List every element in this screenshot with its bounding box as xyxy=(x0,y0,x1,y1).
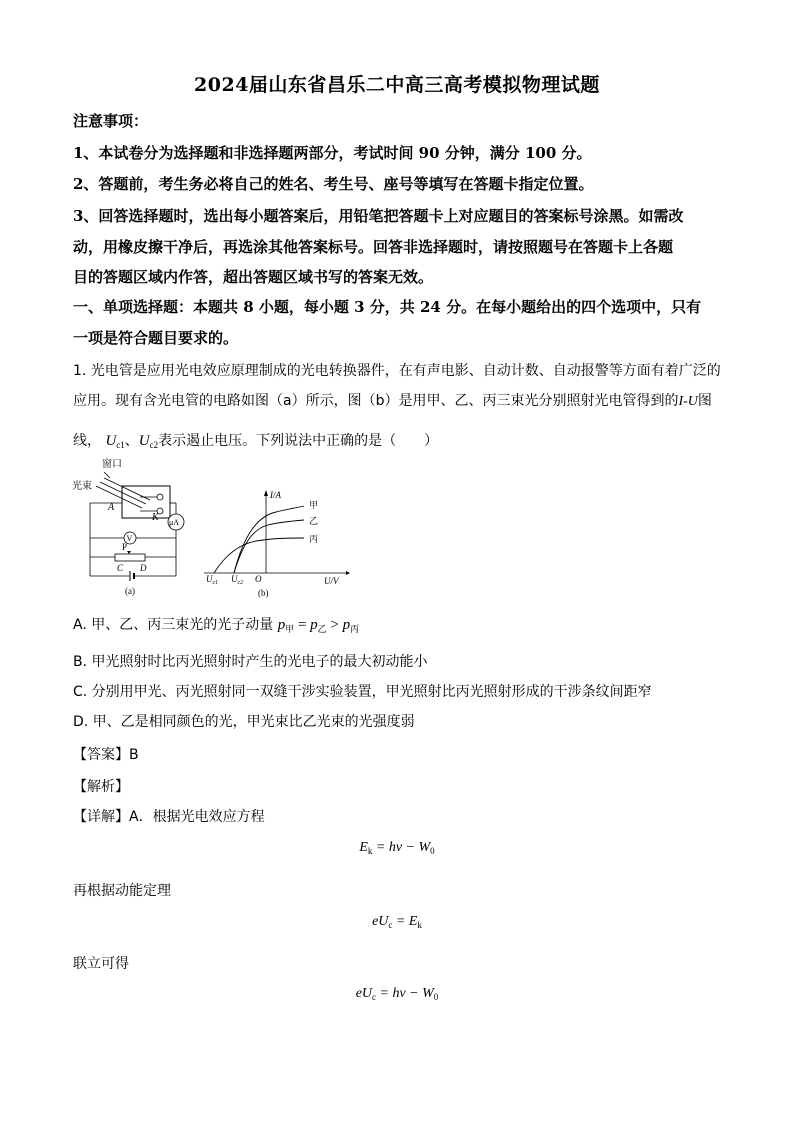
uc2-tick: $U_{c2}$ xyxy=(231,574,244,586)
section-heading-line2: 一项是符合题目要求的。 xyxy=(73,329,239,347)
microammeter-label: μA xyxy=(169,518,180,527)
question-1-line2-text: 应用。现有含光电管的电路如图（a）所示，图（b）是用甲、乙、丙三束光分别照射光电管得到的 xyxy=(73,393,679,409)
uc2-symbol: $U_{c2}$ xyxy=(138,433,159,450)
anode-label: A xyxy=(108,502,115,513)
cathode-label: K xyxy=(152,512,159,523)
notice-item-3-line2: 动，用橡皮擦干净后，再选涂其他答案标号。回答非选择题时，请按照题号在答题卡上各题 xyxy=(73,238,674,256)
jia-label: 甲 xyxy=(309,500,319,510)
question-1-line3-sep: 、 xyxy=(124,433,139,449)
page-title: 2024届山东省昌乐二中高三高考模拟物理试题 xyxy=(194,74,600,96)
voltmeter-label: V xyxy=(126,534,133,543)
uc1-symbol: $U_{c1}$ xyxy=(105,433,125,450)
y-axis-label: I/A xyxy=(270,490,281,500)
rheostat-icon xyxy=(115,554,145,561)
bing-label: 丙 xyxy=(309,534,319,544)
section-heading-line1: 一、单项选择题：本题共 8 小题，每小题 3 分，共 24 分。在每小题给出的四个选项中，只有 xyxy=(73,298,702,316)
formula-kinetic: $eU_c = E_k$ xyxy=(372,914,422,930)
notice-heading: 注意事项： xyxy=(73,112,149,130)
analysis-heading: 【解析】 xyxy=(73,779,129,795)
answer: 【答案】B xyxy=(73,747,139,763)
curve-bing xyxy=(214,538,304,573)
point-d-label: D xyxy=(140,563,147,573)
option-a xyxy=(73,614,359,635)
option-a-formula: $p_甲 = p_乙 > p_丙$ xyxy=(277,617,360,634)
question-1-line3-end: 表示遏止电压。下列说法中正确的是（ ） xyxy=(158,433,439,449)
notice-item-3-line1: 3、回答选择题时，选出每小题答案后，用铅笔把答题卡上对应题目的答案标号涂黑。如需改 xyxy=(73,207,684,225)
x-axis-label: U/V xyxy=(324,576,339,586)
window-label: 窗口 xyxy=(102,459,122,470)
question-1-line2 xyxy=(73,390,712,410)
question-1-line2-end: 图 xyxy=(697,393,712,409)
curve-yi xyxy=(234,520,304,573)
option-a-text: A. 甲、乙、丙三束光的光子动量 xyxy=(73,617,274,633)
question-1-line3-start: 线， xyxy=(73,433,101,449)
formula-photoelectric: $E_k = h\nu - W_0$ xyxy=(359,840,435,856)
detail-line: 【详解】A．根据光电效应方程 xyxy=(73,809,265,825)
question-1-line3 xyxy=(73,430,438,450)
text-combine: 联立可得 xyxy=(73,956,129,972)
iu-symbol: I-U xyxy=(678,394,698,409)
point-c-label: C xyxy=(117,563,124,573)
question-1-line1: 1. 光电管是应用光电效应原理制成的光电转换器件，在有声电影、自动计数、自动报警等方面有着广泛的 xyxy=(73,363,721,379)
origin-label: O xyxy=(255,574,262,584)
notice-item-1: 1、本试卷分为选择题和非选择题两部分，考试时间 90 分钟，满分 100 分。 xyxy=(73,144,592,162)
notice-item-3-line3: 目的答题区域内作答，超出答题区域书写的答案无效。 xyxy=(73,268,434,286)
text-kinetic-theorem: 再根据动能定理 xyxy=(73,883,171,899)
figure-a-caption: (a) xyxy=(125,586,135,596)
slider-label: P xyxy=(122,542,128,552)
uc1-tick: $U_{c1}$ xyxy=(206,574,219,586)
yi-label: 乙 xyxy=(309,516,319,526)
formula-combined: $eU_c = h\nu - W_0$ xyxy=(355,986,439,1002)
beam-label: 光束 xyxy=(72,481,92,492)
circuit-diagram xyxy=(70,456,190,598)
option-c: C. 分别用甲光、丙光照射同一双缝干涉实验装置，甲光照射比丙光照射形成的干涉条纹间距窄 xyxy=(73,684,652,700)
notice-item-2: 2、答题前，考生务必将自己的姓名、考生号、座号等填写在答题卡指定位置。 xyxy=(73,175,594,193)
option-d: D. 甲、乙是相同颜色的光，甲光束比乙光束的光强度弱 xyxy=(73,714,415,730)
option-b: B. 甲光照射时比丙光照射时产生的光电子的最大初动能小 xyxy=(73,654,428,670)
figure-b-caption: (b) xyxy=(258,588,269,598)
iu-graph xyxy=(196,484,356,598)
